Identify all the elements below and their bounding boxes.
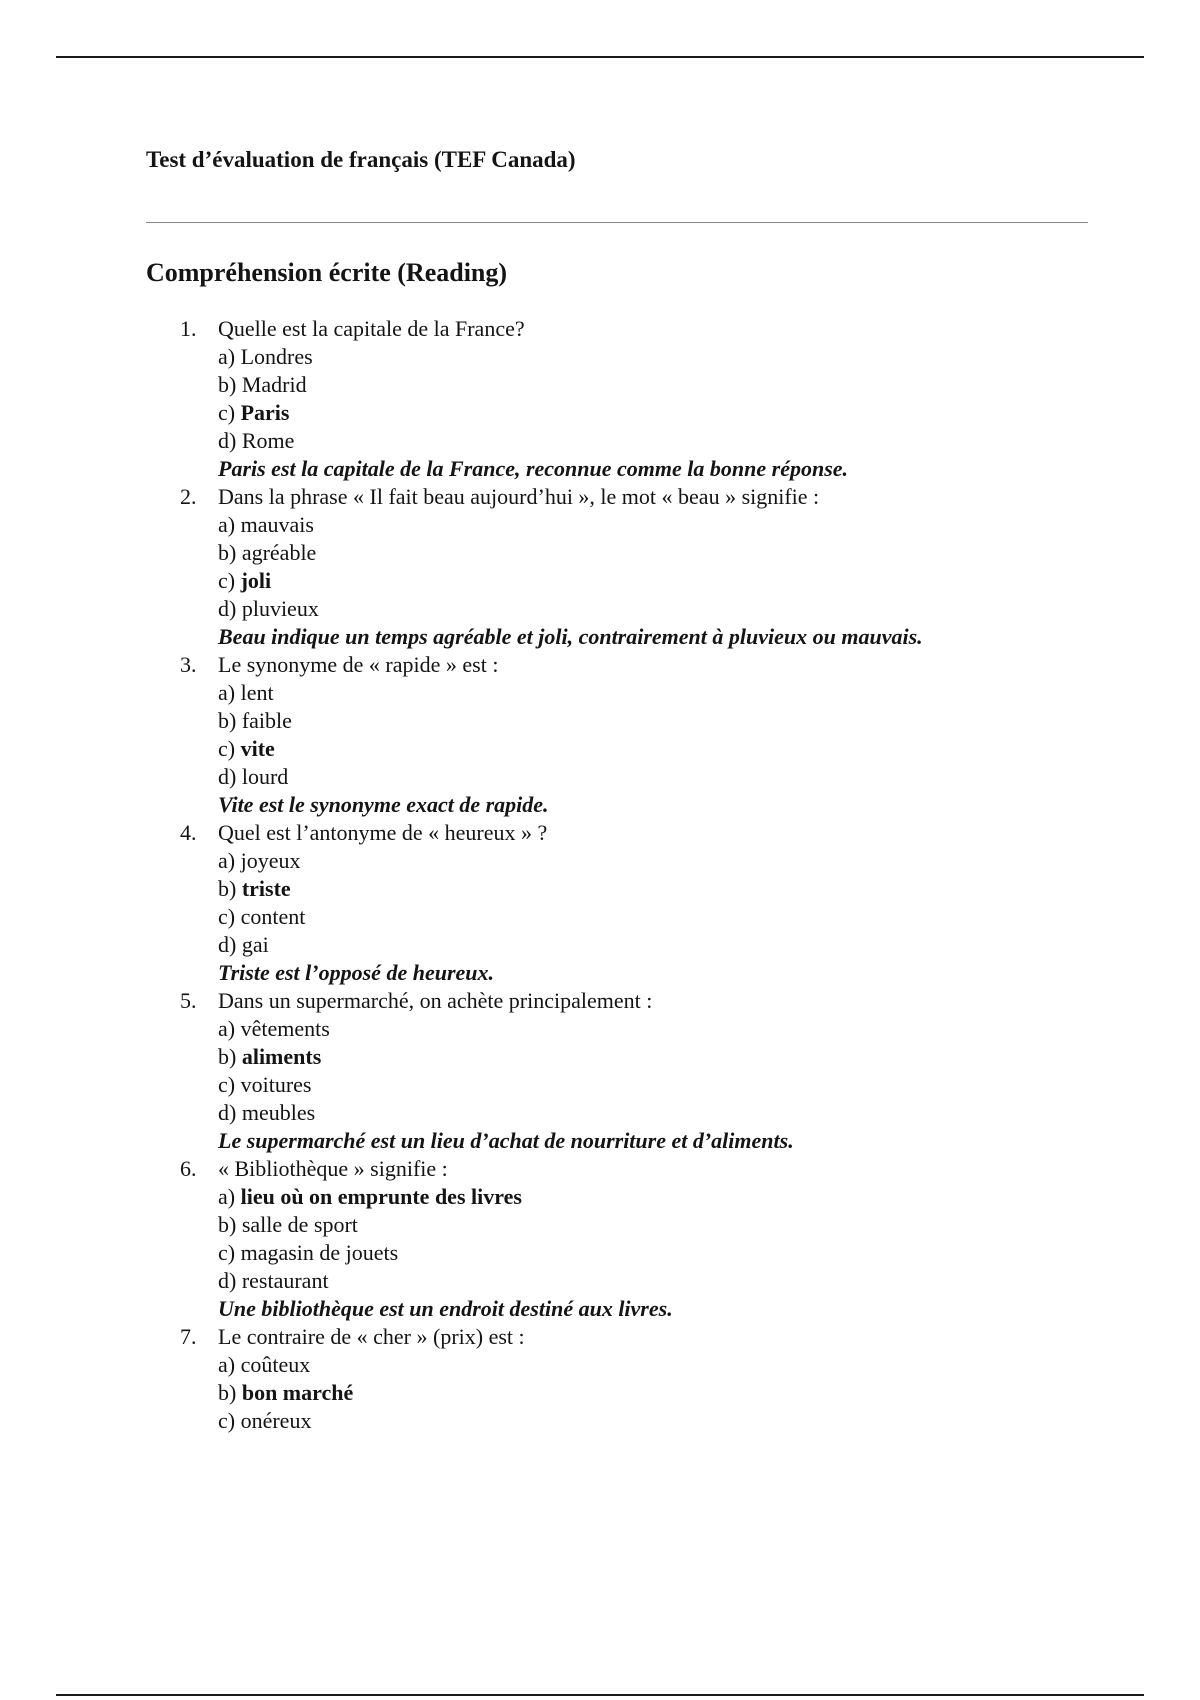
question-item [146,651,1088,819]
option-letter: d) [218,1268,237,1293]
option-text: lent [240,680,274,705]
option-letter: d) [218,596,237,621]
option-text: joli [240,568,272,593]
option-letter: a) [218,680,236,705]
option-letter: c) [218,736,236,761]
option-letter: a) [218,1184,236,1209]
answer-option [218,1239,1088,1267]
option-text: salle de sport [241,1212,358,1237]
option-text: restaurant [241,1268,329,1293]
answer-explanation: Une bibliothèque est un endroit destiné aux livres. [218,1296,673,1321]
option-letter: d) [218,932,237,957]
option-text: pluvieux [241,596,319,621]
answer-explanation: Vite est le synonyme exact de rapide. [218,792,549,817]
answer-option [218,1099,1088,1127]
answer-option [218,539,1088,567]
option-text: aliments [241,1044,322,1069]
option-letter: a) [218,1016,236,1041]
question-item [146,1323,1088,1435]
answer-option [218,847,1088,875]
answer-option [218,371,1088,399]
answer-option-correct [218,567,1088,595]
answer-option-correct [218,735,1088,763]
answer-option-correct [218,1043,1088,1071]
option-letter: c) [218,400,236,425]
answer-option [218,679,1088,707]
answer-explanation: Le supermarché est un lieu d’achat de nourriture et d’aliments. [218,1128,794,1153]
question-text: Dans un supermarché, on achète principalement : [218,988,653,1013]
option-text: mauvais [240,512,314,537]
option-letter: b) [218,876,237,901]
answer-option [218,1407,1088,1435]
question-number: 5. [180,988,197,1013]
question-item [146,819,1088,987]
option-text: faible [241,708,292,733]
answer-option [218,427,1088,455]
option-letter: c) [218,1408,236,1433]
question-item [146,315,1088,483]
answer-option-correct [218,875,1088,903]
option-letter: a) [218,344,236,369]
answer-option [218,1015,1088,1043]
question-text: Le contraire de « cher » (prix) est : [218,1324,525,1349]
option-letter: d) [218,428,237,453]
option-letter: a) [218,848,236,873]
option-letter: c) [218,1240,236,1265]
answer-option [218,931,1088,959]
option-text: voitures [240,1072,312,1097]
option-letter: b) [218,1380,237,1405]
page-top-rule [56,56,1144,58]
question-number: 7. [180,1324,197,1349]
answer-option [218,903,1088,931]
question-number: 1. [180,316,197,341]
answer-option [218,1351,1088,1379]
option-text: lieu où on emprunte des livres [240,1184,522,1209]
option-text: meubles [241,1100,316,1125]
question-number: 2. [180,484,197,509]
question-text: Dans la phrase « Il fait beau aujourd’hui », le mot « beau » signifie : [218,484,820,509]
option-text: lourd [241,764,289,789]
answer-explanation: Beau indique un temps agréable et joli, contrairement à pluvieux ou mauvais. [218,624,923,649]
title-divider [146,222,1088,223]
answer-explanation: Triste est l’opposé de heureux. [218,960,494,985]
answer-option [218,1211,1088,1239]
answer-option [218,343,1088,371]
answer-option [218,511,1088,539]
answer-option-correct [218,1183,1088,1211]
document-title: Test d’évaluation de français (TEF Canada) [146,147,576,172]
option-letter: c) [218,568,236,593]
option-letter: a) [218,1352,236,1377]
option-text: coûteux [240,1352,311,1377]
option-letter: c) [218,1072,236,1097]
answer-option [218,595,1088,623]
question-text: « Bibliothèque » signifie : [218,1156,448,1181]
option-letter: b) [218,1044,237,1069]
question-text: Quelle est la capitale de la France? [218,316,525,341]
option-letter: b) [218,1212,237,1237]
answer-option [218,707,1088,735]
option-text: Paris [240,400,290,425]
document-body [146,140,1088,1435]
answer-option [218,763,1088,791]
page-bottom-rule [56,1694,1144,1696]
option-letter: b) [218,372,237,397]
option-text: bon marché [241,1380,354,1405]
question-item [146,1155,1088,1323]
question-item [146,987,1088,1155]
option-text: vêtements [240,1016,330,1041]
option-text: content [240,904,306,929]
question-text: Quel est l’antonyme de « heureux » ? [218,820,548,845]
question-list [146,315,1088,1435]
question-text: Le synonyme de « rapide » est : [218,652,499,677]
answer-option [218,1267,1088,1295]
option-letter: a) [218,512,236,537]
option-text: vite [240,736,275,761]
answer-explanation: Paris est la capitale de la France, reconnue comme la bonne réponse. [218,456,849,481]
question-number: 3. [180,652,197,677]
option-text: gai [241,932,269,957]
option-text: Madrid [241,372,307,397]
section-title: Compréhension écrite (Reading) [146,258,508,287]
option-text: Rome [241,428,295,453]
option-letter: d) [218,764,237,789]
question-item [146,483,1088,651]
option-letter: c) [218,904,236,929]
question-number: 4. [180,820,197,845]
option-text: magasin de jouets [240,1240,399,1265]
answer-option-correct [218,1379,1088,1407]
answer-option-correct [218,399,1088,427]
option-text: Londres [240,344,313,369]
option-letter: d) [218,1100,237,1125]
option-letter: b) [218,540,237,565]
option-letter: b) [218,708,237,733]
option-text: agréable [241,540,317,565]
answer-option [218,1071,1088,1099]
question-number: 6. [180,1156,197,1181]
option-text: joyeux [240,848,301,873]
option-text: triste [241,876,291,901]
option-text: onéreux [240,1408,312,1433]
